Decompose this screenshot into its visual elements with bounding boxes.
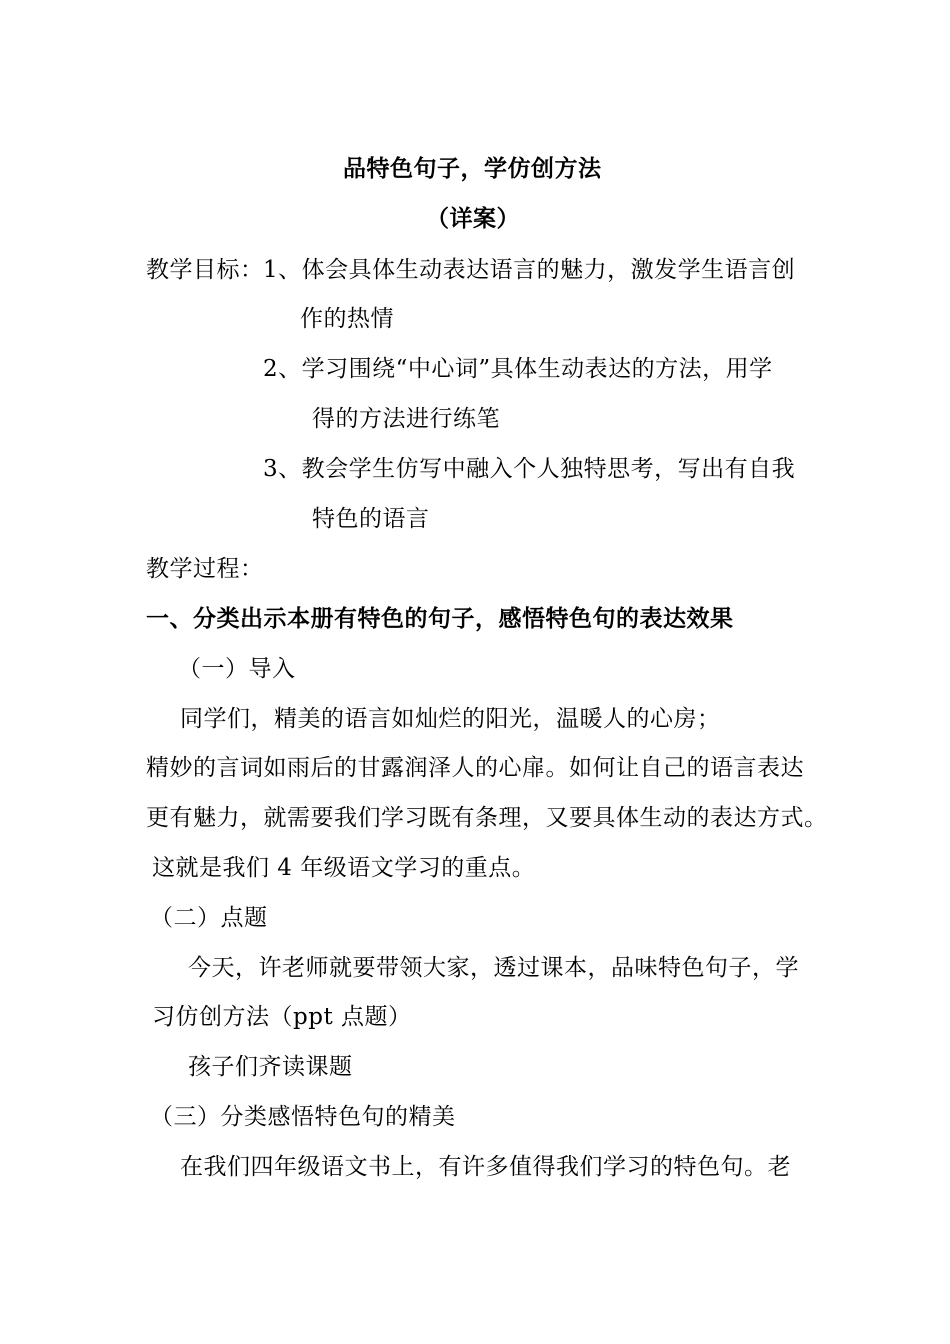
part-1-line-4: 这就是我们 4 年级语文学习的重点。 — [152, 855, 536, 881]
section-1-heading: 一、分类出示本册有特色的句子，感悟特色句的表达效果 — [146, 605, 734, 632]
part-3-heading: （三）分类感悟特色句的精美 — [150, 1104, 456, 1130]
objective-1-line-1: 1、体会具体生动表达语言的魅力，激发学生语言创 — [263, 257, 796, 283]
objectives-label: 教学目标： — [146, 257, 264, 283]
objective-2-line-2: 得的方法进行练笔 — [312, 406, 500, 432]
process-label: 教学过程： — [146, 556, 264, 582]
part-1-line-2: 精妙的言词如雨后的甘露润泽人的心扉。如何让自己的语言表达 — [146, 755, 804, 781]
part-2-line-3: 孩子们齐读课题 — [188, 1054, 353, 1080]
part-2-heading: （二）点题 — [150, 905, 268, 931]
part-2-line-2: 习仿创方法（ppt 点题） — [152, 1004, 412, 1030]
objective-2-line-1: 2、学习围绕“中心词”具体生动表达的方法，用学 — [263, 356, 773, 382]
part-3-line-1: 在我们四年级语文书上，有许多值得我们学习的特色句。老 — [180, 1154, 791, 1180]
part-2-line-1: 今天，许老师就要带领大家，透过课本，品味特色句子，学 — [188, 955, 799, 981]
part-1-heading: （一）导入 — [178, 656, 296, 682]
part-1-line-3: 更有魅力，就需要我们学习既有条理，又要具体生动的表达方式。 — [146, 805, 828, 831]
part-1-line-1: 同学们，精美的语言如灿烂的阳光，温暖人的心房； — [180, 706, 721, 732]
document-subtitle: （详案） — [426, 205, 520, 232]
objective-1-line-2: 作的热情 — [300, 306, 394, 332]
document-title: 品特色句子，学仿创方法 — [343, 155, 602, 182]
objective-3-line-2: 特色的语言 — [312, 506, 430, 532]
objective-3-line-1: 3、教会学生仿写中融入个人独特思考，写出有自我 — [263, 456, 796, 482]
